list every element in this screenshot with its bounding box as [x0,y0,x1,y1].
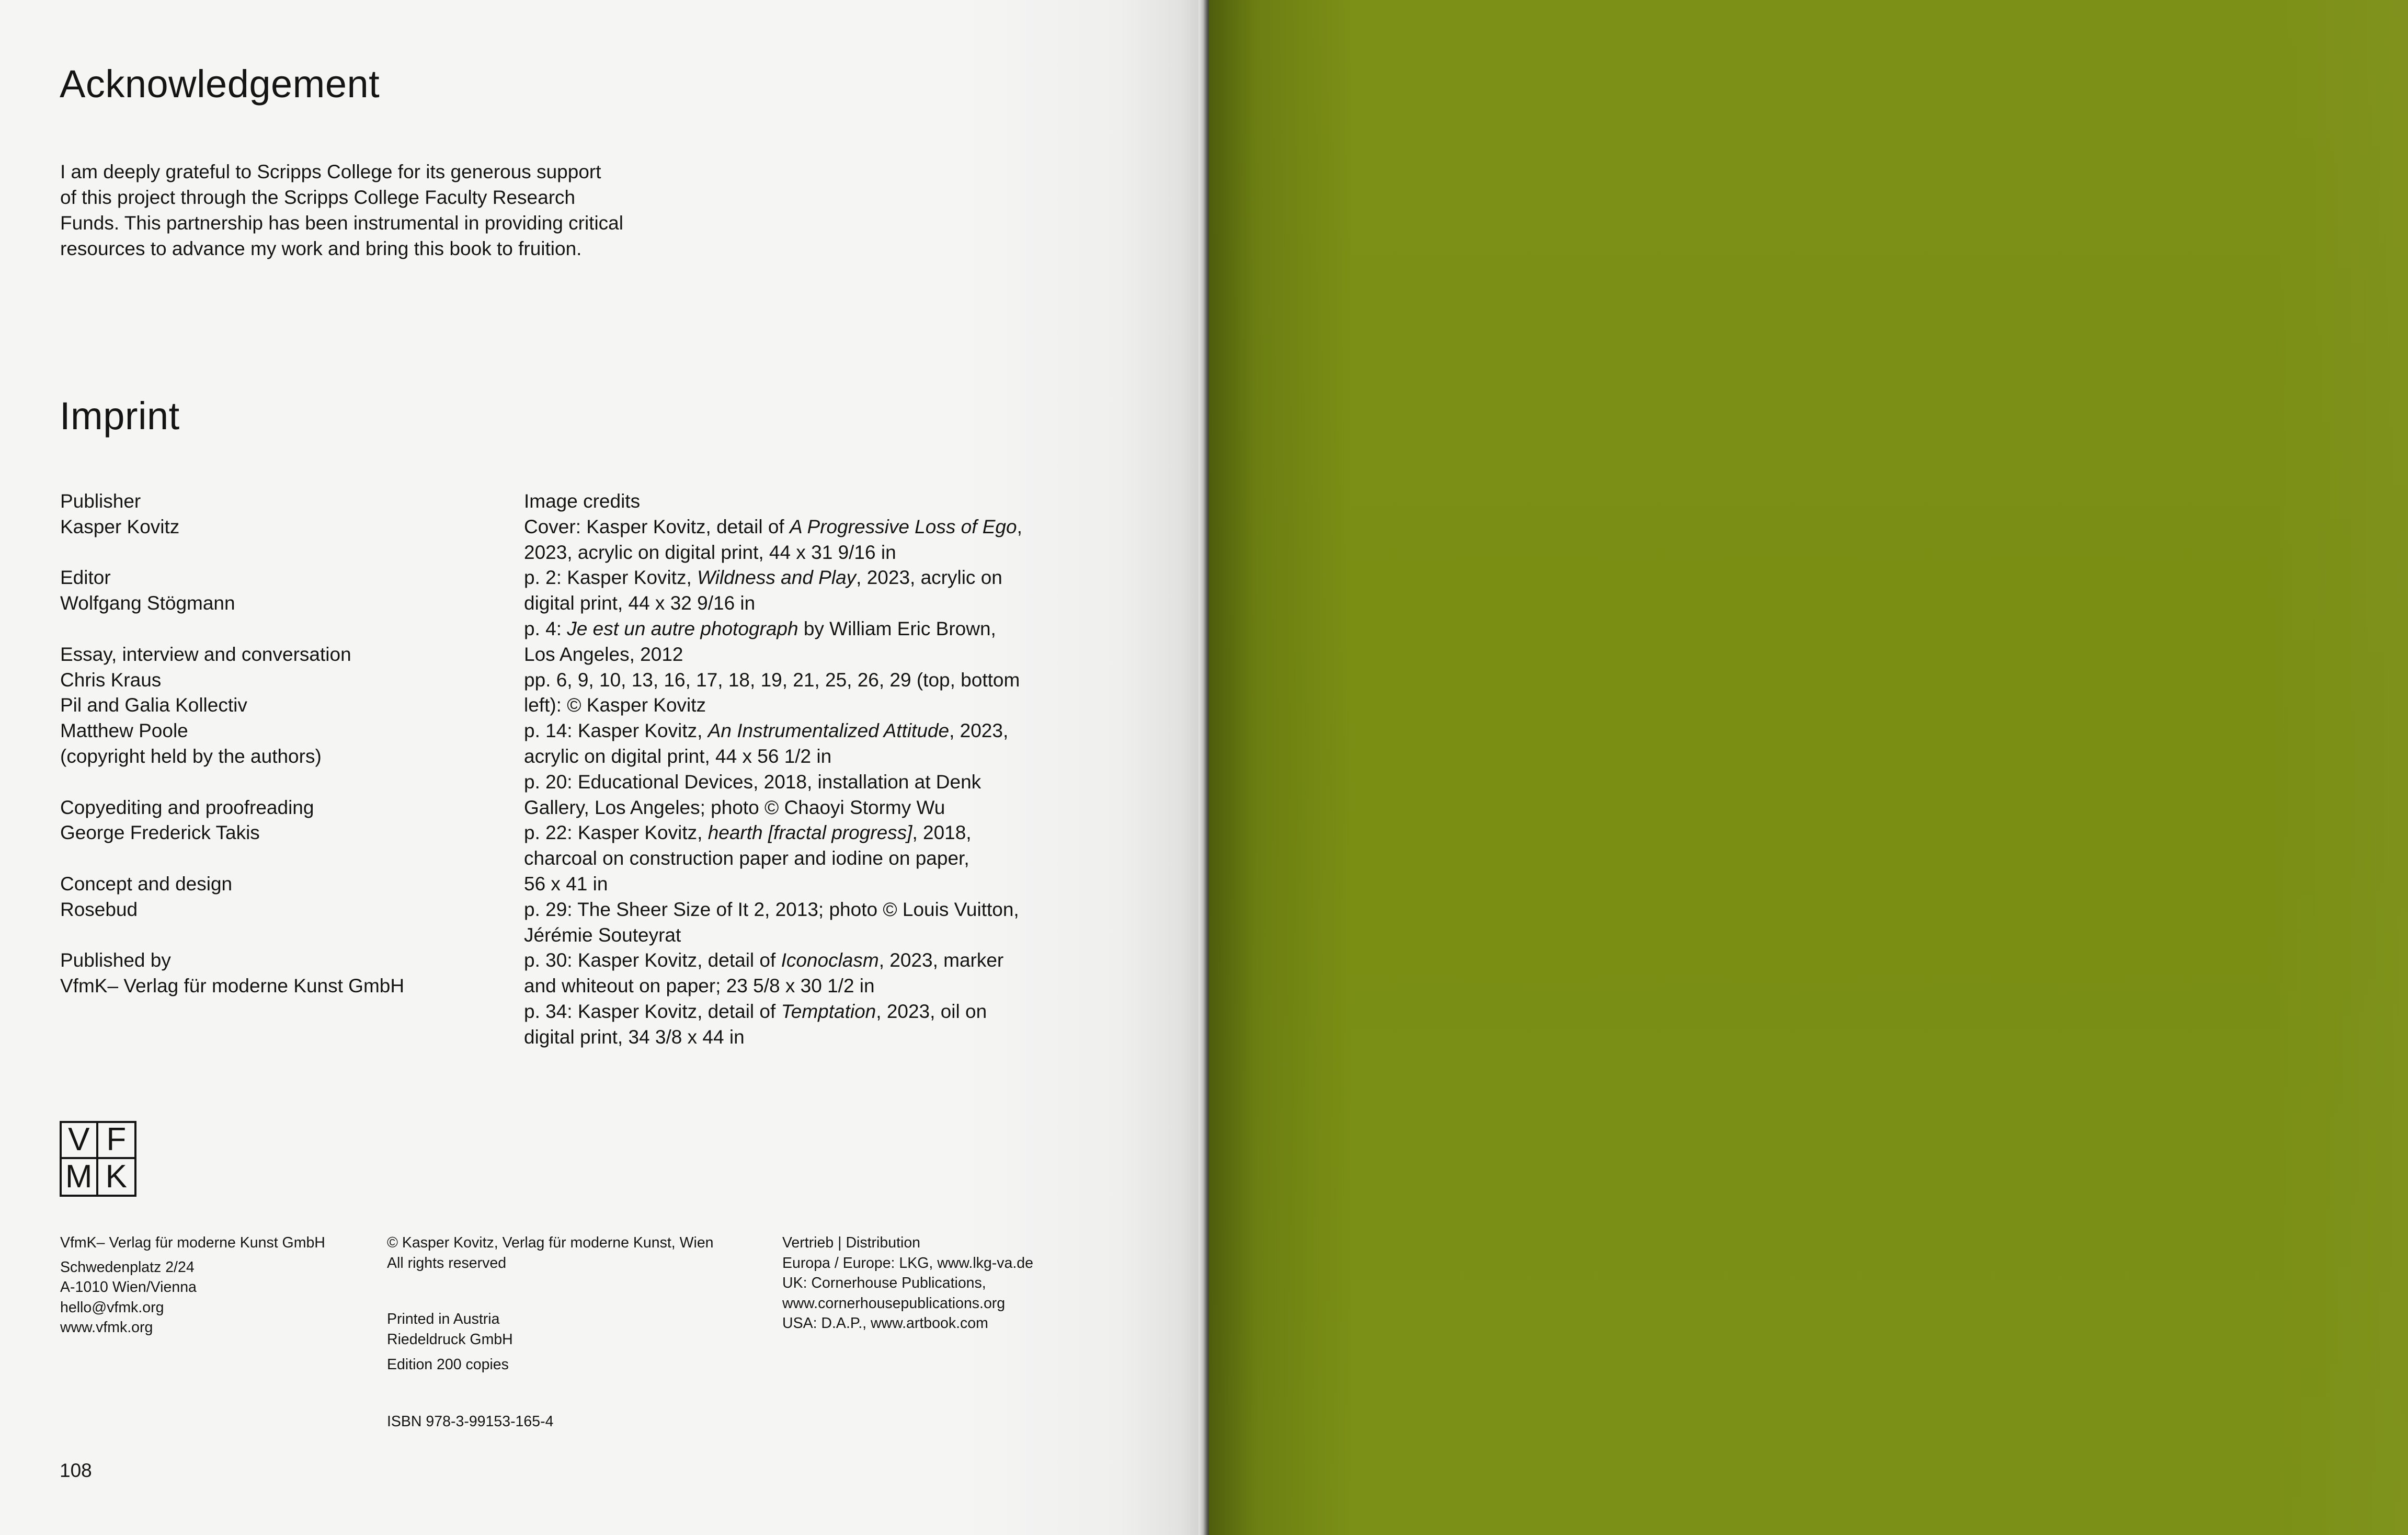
acknowledgement-line: I am deeply grateful to Scripps College for its generous support [60,161,601,182]
vfmk-logo [60,1121,136,1197]
printing-block [387,1309,513,1375]
credit-line: 2023, acrylic on digital print, 44 x 31 9/16 in [524,541,896,563]
imprint-column [60,489,404,999]
credit-line: acrylic on digital print, 44 x 56 1/2 in [524,745,832,767]
credit-text: by William Eric Brown, [798,617,996,639]
printing-line: Printed in Austria [387,1311,500,1327]
distribution-line: USA: D.A.P., www.artbook.com [782,1315,988,1332]
credit-line [524,999,1022,1025]
artwork-title: Iconoclasm [781,949,879,971]
published-by-label: Published by [60,949,171,971]
editor-label: Editor [60,567,111,589]
essay-author: Matthew Poole [60,720,188,742]
credit-text: , [1017,516,1022,537]
credit-line [524,514,1022,540]
credit-line: and whiteout on paper; 23 5/8 x 30 1/2 in [524,975,875,997]
publisher-address [60,1233,325,1338]
design-value: Rosebud [60,898,138,920]
acknowledgement-text [60,159,623,261]
distribution-line: UK: Cornerhouse Publications, [782,1275,986,1291]
credit-text: p. 30: Kasper Kovitz, detail of [524,949,781,971]
credit-text: p. 14: Kasper Kovitz, [524,720,708,742]
address-line: Schwedenplatz 2/24 [60,1258,195,1276]
address-line: A-1010 Wien/Vienna [60,1279,197,1296]
credit-text: p. 34: Kasper Kovitz, detail of [524,1000,781,1022]
imprint-heading: Imprint [60,394,180,438]
right-page-green [1209,0,2408,1535]
essay-author: Pil and Galia Kollectiv [60,694,247,716]
essay-label: Essay, interview and conversation [60,643,351,665]
credit-line: digital print, 44 x 32 9/16 in [524,592,756,614]
acknowledgement-line: Funds. This partnership has been instrumental in providing critical [60,212,623,234]
copyright-line: © Kasper Kovitz, Verlag für moderne Kunst, Wien [387,1234,714,1251]
image-credits-column [524,489,1022,1050]
publisher-label: Publisher [60,490,141,512]
credit-text: , 2023, oil on [876,1000,987,1022]
credit-line [524,820,1022,846]
credit-text: Cover: Kasper Kovitz, detail of [524,516,790,537]
distribution-line: Vertrieb | Distribution [782,1234,921,1251]
acknowledgement-line: resources to advance my work and bring this book to fruition. [60,238,582,259]
credit-line [524,565,1022,591]
credit-line: Los Angeles, 2012 [524,643,683,665]
artwork-title: A Progressive Loss of Ego [789,516,1017,537]
design-label: Concept and design [60,873,233,895]
editor-value: Wolfgang Stögmann [60,592,235,614]
copyright-block [387,1233,714,1273]
credit-line: p. 29: The Sheer Size of It 2, 2013; photo © Louis Vuitton, [524,898,1019,920]
credit-line: left): © Kasper Kovitz [524,694,706,716]
website-link: www.vfmk.org [60,1319,153,1336]
credit-line: Gallery, Los Angeles; photo © Chaoyi Stormy Wu [524,796,945,818]
logo-letter: K [105,1158,127,1195]
isbn: ISBN 978-3-99153-165-4 [387,1413,554,1430]
credit-line: pp. 6, 9, 10, 13, 16, 17, 18, 19, 21, 25, 26, 29 (top, bottom [524,669,1020,691]
edition-line: Edition 200 copies [387,1356,509,1373]
copyediting-label: Copyediting and proofreading [60,796,314,818]
credit-line [524,616,1022,642]
artwork-title: Wildness and Play [697,567,857,589]
credit-text: , 2023, [949,720,1009,742]
credit-text: p. 22: Kasper Kovitz, [524,822,708,844]
logo-letter: V [62,1123,98,1159]
essay-copyright-note: (copyright held by the authors) [60,745,322,767]
essay-author: Chris Kraus [60,669,162,691]
acknowledgement-heading: Acknowledgement [60,62,380,106]
credit-text: , 2023, marker [878,949,1004,971]
artwork-title: hearth [fractal progress] [707,822,912,844]
publisher-value: Kasper Kovitz [60,516,180,537]
copyediting-value: George Frederick Takis [60,822,260,844]
logo-letter: M [62,1159,98,1195]
artwork-title: Je est un autre photograph [567,617,798,639]
distribution-line: www.cornerhousepublications.org [782,1295,1006,1312]
credit-line: charcoal on construction paper and iodine on paper, [524,847,969,869]
credit-line: 56 x 41 in [524,873,608,895]
page-number: 108 [60,1460,92,1481]
credit-text: p. 2: Kasper Kovitz, [524,567,698,589]
copyright-line: All rights reserved [387,1254,507,1271]
published-by-value: VfmK– Verlag für moderne Kunst GmbH [60,975,405,997]
email-link: hello@vfmk.org [60,1299,164,1316]
credit-line: digital print, 34 3/8 x 44 in [524,1026,745,1048]
logo-letter: F [98,1123,135,1159]
distribution-block [782,1233,1033,1334]
distribution-line: Europa / Europe: LKG, www.lkg-va.de [782,1254,1033,1271]
credit-line [524,718,1022,744]
printing-line: Riedeldruck GmbH [387,1331,513,1348]
artwork-title: Temptation [781,1000,876,1022]
credit-text: p. 4: [524,617,567,639]
credit-line: Jérémie Souteyrat [524,924,681,946]
image-credits-heading: Image credits [524,490,641,512]
address-line: VfmK– Verlag für moderne Kunst GmbH [60,1234,325,1251]
credit-text: , 2023, acrylic on [856,567,1002,589]
credit-line: p. 20: Educational Devices, 2018, installation at Denk [524,771,982,793]
credit-text: , 2018, [912,822,972,844]
book-gutter [1199,0,1210,1535]
artwork-title: An Instrumentalized Attitude [707,720,950,742]
credit-line [524,948,1022,973]
acknowledgement-line: of this project through the Scripps College Faculty Research [60,187,576,208]
